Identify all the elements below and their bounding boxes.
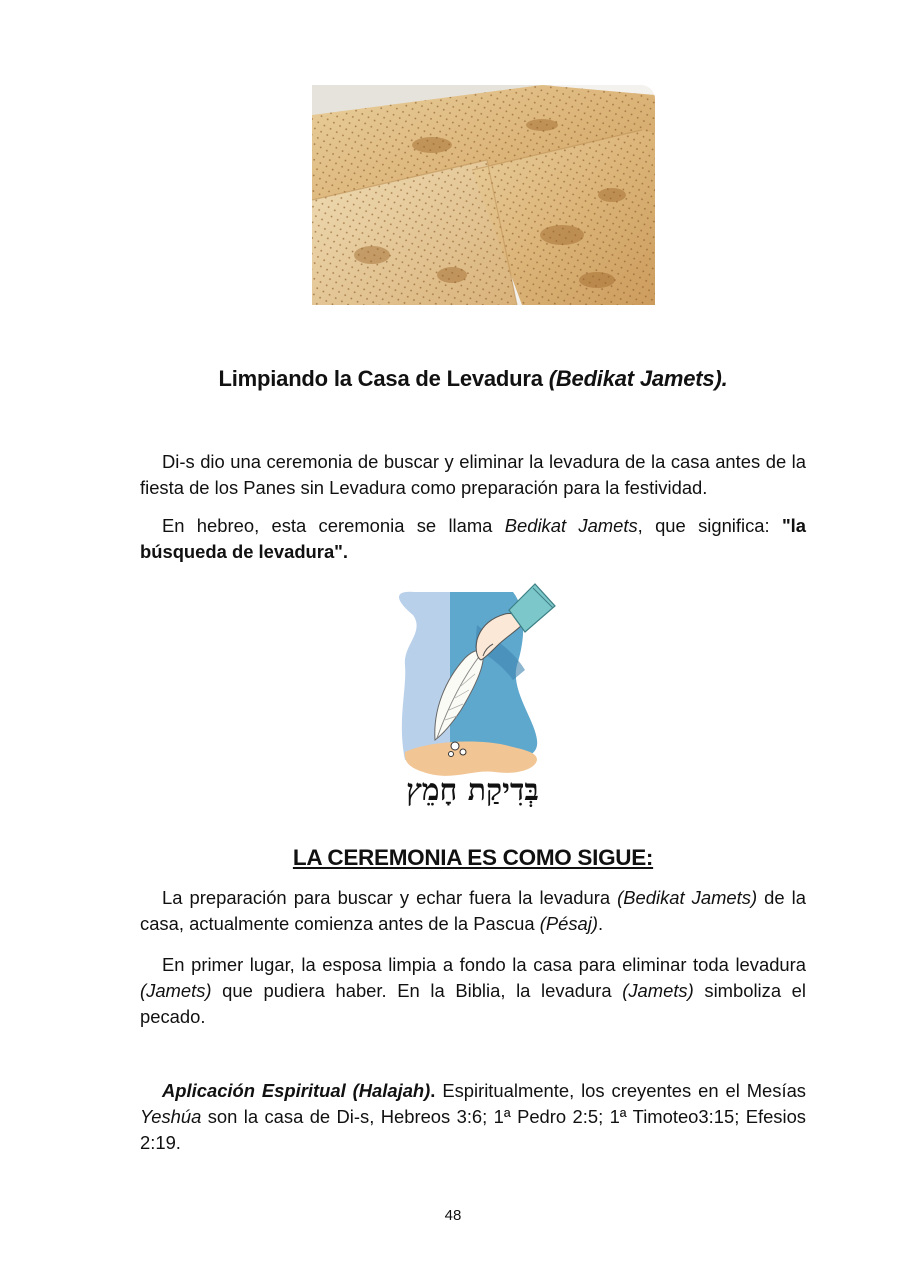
ceremony-heading: LA CEREMONIA ES COMO SIGUE: — [292, 845, 654, 870]
ceremony-paragraph-1 — [140, 885, 806, 937]
intro-p2-text-a: En hebreo, esta ceremonia se llama — [162, 515, 505, 536]
ceremony-p2-italic-2: (Jamets) — [622, 980, 694, 1001]
ceremony-p1-text-a: La preparación para buscar y echar fuera la levadura — [162, 887, 618, 908]
intro-p2-italic: Bedikat Jamets — [504, 515, 638, 536]
ceremony-p2-text-a: En primer lugar, la esposa limpia a fondo la casa para eliminar toda levadura — [162, 954, 806, 975]
application-italic: Yeshúa — [140, 1106, 202, 1127]
bedikat-jamets-illustration — [385, 570, 560, 815]
intro-p2-text-b: , que significa: — [637, 515, 782, 536]
ceremony-p2-text-c: simboliza el pecado. — [140, 980, 806, 1027]
ceremony-p2-text-b: que pudiera haber. En la Biblia, la levadura — [211, 980, 623, 1001]
ceremony-p1-italic-1: (Bedikat Jamets) — [617, 887, 758, 908]
ceremony-p1-text-c: . — [597, 913, 604, 934]
application-paragraph — [140, 1078, 806, 1156]
section-title-italic: (Bedikat Jamets). — [548, 366, 728, 391]
ceremony-p1-text-b: de la casa, actualmente comienza antes de la Pascua — [140, 887, 806, 934]
application-text-b: son la casa de Di-s, Hebreos 3:6; 1ª Pedro 2:5; 1ª Timoteo3:15; Efesios 2:19. — [140, 1106, 806, 1153]
hebrew-caption: בְּדִיקַת חָמֵץ — [406, 773, 539, 808]
ceremony-p2-italic-1: (Jamets) — [140, 980, 212, 1001]
ceremony-p1-italic-2: (Pésaj) — [539, 913, 598, 934]
application-label-dot: . — [430, 1080, 436, 1101]
ceremony-paragraph-2 — [140, 952, 806, 1030]
page-number: 48 — [444, 1207, 462, 1224]
intro-paragraph-2 — [140, 513, 806, 565]
intro-p2-bold: "la búsqueda de levadura". — [140, 515, 806, 562]
application-text-a: Espiritualmente, los creyentes en el Mesías — [435, 1080, 806, 1101]
section-title-main: Limpiando la Casa de Levadura — [218, 366, 549, 391]
application-label: Aplicación Espiritual (Halajah) — [162, 1080, 431, 1101]
intro-paragraph-1 — [140, 449, 806, 501]
matzah-photo — [312, 85, 655, 305]
intro-paragraph-1-text: Di-s dio una ceremonia de buscar y eliminar la levadura de la casa antes de la fiesta de los Panes sin Levadura como preparación para la festividad. — [140, 451, 806, 498]
section-title — [140, 366, 806, 392]
